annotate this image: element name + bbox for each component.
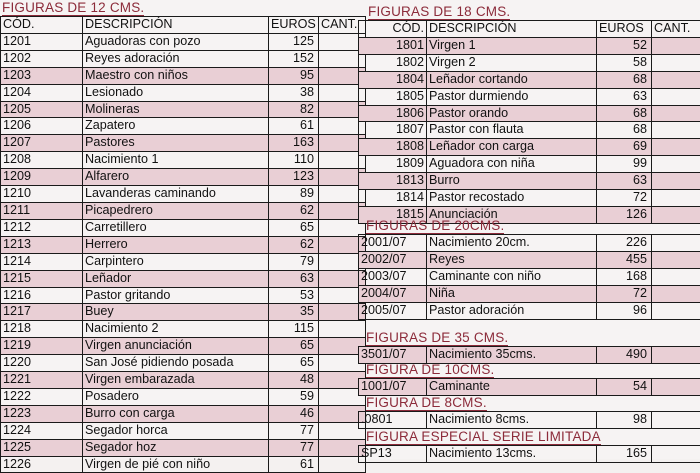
table-row <box>1 270 366 287</box>
product-code-cell: 1801 <box>359 37 427 54</box>
price-cell: 53 <box>269 287 319 304</box>
figures-12cm-table <box>0 16 366 473</box>
description-cell: Maestro con niños <box>83 67 269 84</box>
table-row <box>359 139 700 156</box>
table-row <box>1 101 366 118</box>
product-code-cell: 1220 <box>1 355 83 372</box>
table-header-row <box>359 21 700 38</box>
table-body <box>359 37 700 223</box>
price-cell: 168 <box>597 268 652 285</box>
price-cell: 58 <box>597 54 652 71</box>
price-cell: 79 <box>269 253 319 270</box>
table-row <box>359 54 700 71</box>
product-code-cell: 1222 <box>1 388 83 405</box>
table-row <box>359 268 700 285</box>
quantity-cell <box>652 139 700 156</box>
price-cell: 152 <box>269 50 319 67</box>
table-row <box>359 347 700 364</box>
product-code-cell: 1809 <box>359 156 427 173</box>
table-row <box>1 405 366 422</box>
table-row <box>359 235 700 252</box>
price-cell: 65 <box>269 355 319 372</box>
price-cell: 46 <box>269 405 319 422</box>
description-cell: Nacimiento 2 <box>83 321 269 338</box>
quantity-cell <box>652 190 700 207</box>
product-code-cell: 1209 <box>1 169 83 186</box>
price-cell: 226 <box>597 235 652 252</box>
product-code-cell: .0801 <box>359 412 427 429</box>
product-code-cell: 1205 <box>1 101 83 118</box>
quantity-cell <box>652 347 700 364</box>
header-quantity: CANT. <box>319 17 366 34</box>
table-body <box>359 446 700 463</box>
table-row <box>1 321 366 338</box>
description-cell: Pastor adoración <box>427 302 597 319</box>
description-cell: Pastores <box>83 135 269 152</box>
quantity-cell <box>652 302 700 319</box>
quantity-cell <box>652 173 700 190</box>
table-row <box>1 67 366 84</box>
section-title: FIGURA DE 8CMS. <box>358 395 700 411</box>
price-cell: 95 <box>269 67 319 84</box>
description-cell: Reyes <box>427 251 597 268</box>
figures-10cm-section <box>358 362 700 396</box>
product-code-cell: 1802 <box>359 54 427 71</box>
price-cell: 48 <box>269 372 319 389</box>
price-cell: 65 <box>269 219 319 236</box>
description-cell: Picapedrero <box>83 202 269 219</box>
product-code-cell: 1204 <box>1 84 83 101</box>
price-cell: 35 <box>269 304 319 321</box>
description-cell: Pastor con flauta <box>427 122 597 139</box>
description-cell: Nacimiento 20cm. <box>427 235 597 252</box>
description-cell: Virgen 2 <box>427 54 597 71</box>
price-cell: 98 <box>597 412 652 429</box>
price-cell: 110 <box>269 152 319 169</box>
price-cell: 63 <box>269 270 319 287</box>
price-cell: 72 <box>597 190 652 207</box>
description-cell: Posadero <box>83 388 269 405</box>
product-code-cell: 1215 <box>1 270 83 287</box>
table-row <box>359 105 700 122</box>
description-cell: Virgen anunciación <box>83 338 269 355</box>
price-cell: 59 <box>269 388 319 405</box>
product-code-cell: 1210 <box>1 186 83 203</box>
product-code-cell: 3501/07 <box>359 347 427 364</box>
price-cell: 63 <box>597 173 652 190</box>
header-euros: EUROS <box>597 21 652 38</box>
description-cell: Carretillero <box>83 219 269 236</box>
table-row <box>1 118 366 135</box>
description-cell: Nacimiento 13cms. <box>427 446 597 463</box>
table-row <box>359 122 700 139</box>
header-code: CÓD. <box>359 21 427 38</box>
quantity-cell <box>652 88 700 105</box>
quantity-cell <box>652 105 700 122</box>
price-cell: 89 <box>269 186 319 203</box>
header-euros: EUROS <box>269 17 319 34</box>
table-row <box>1 253 366 270</box>
section-title: FIGURAS DE 12 CMS. <box>0 0 365 16</box>
header-code: CÓD. <box>1 17 83 34</box>
section-title: FIGURAS DE 20CMS. <box>358 218 700 234</box>
description-cell: Pastor durmiendo <box>427 88 597 105</box>
figures-10cm-table <box>358 378 700 396</box>
product-code-cell: 1806 <box>359 105 427 122</box>
table-row <box>359 173 700 190</box>
price-cell: 68 <box>597 105 652 122</box>
figures-8cm-table <box>358 411 700 429</box>
table-body <box>359 379 700 396</box>
product-code-cell: 1219 <box>1 338 83 355</box>
table-body <box>359 412 700 429</box>
description-cell: Caminante <box>427 379 597 396</box>
table-row <box>359 88 700 105</box>
description-cell: Virgen 1 <box>427 37 597 54</box>
product-code-cell: 2002/07 <box>359 251 427 268</box>
quantity-cell <box>652 412 700 429</box>
description-cell: Caminante con niño <box>427 268 597 285</box>
price-cell: 62 <box>269 236 319 253</box>
description-cell: Pastor gritando <box>83 287 269 304</box>
price-cell: 490 <box>597 347 652 364</box>
table-row <box>359 251 700 268</box>
product-code-cell: 1217 <box>1 304 83 321</box>
description-cell: San José pidiendo posada <box>83 355 269 372</box>
price-cell: 69 <box>597 139 652 156</box>
description-cell: Aguadoras con pozo <box>83 33 269 50</box>
product-code-cell: 1214 <box>1 253 83 270</box>
quantity-cell <box>652 54 700 71</box>
product-code-cell: 1212 <box>1 219 83 236</box>
product-code-cell: 2005/07 <box>359 302 427 319</box>
product-code-cell: 2001/07 <box>359 235 427 252</box>
product-code-cell: 1201 <box>1 33 83 50</box>
quantity-cell <box>652 122 700 139</box>
product-code-cell: 1804 <box>359 71 427 88</box>
description-cell: Pastor orando <box>427 105 597 122</box>
description-cell: Buey <box>83 304 269 321</box>
description-cell: Alfarero <box>83 169 269 186</box>
quantity-cell <box>652 235 700 252</box>
quantity-cell <box>652 37 700 54</box>
price-cell: 68 <box>597 71 652 88</box>
description-cell: Segador hoz <box>83 439 269 456</box>
product-code-cell: 1216 <box>1 287 83 304</box>
description-cell: Molineras <box>83 101 269 118</box>
figures-18cm-section <box>358 4 700 224</box>
table-row <box>359 302 700 319</box>
table-row <box>359 190 700 207</box>
product-code-cell: 1218 <box>1 321 83 338</box>
price-cell: 54 <box>597 379 652 396</box>
table-row <box>359 285 700 302</box>
table-row <box>1 84 366 101</box>
table-header-row <box>1 17 366 34</box>
price-cell: 96 <box>597 302 652 319</box>
price-cell: 62 <box>269 202 319 219</box>
quantity-cell <box>652 379 700 396</box>
product-code-cell: 1225 <box>1 439 83 456</box>
description-cell: Nacimiento 1 <box>83 152 269 169</box>
price-cell: 63 <box>597 88 652 105</box>
figures-18cm-table <box>358 20 700 224</box>
description-cell: Nacimiento 8cms. <box>427 412 597 429</box>
table-row <box>1 372 366 389</box>
table-row <box>1 287 366 304</box>
figures-35cm-section <box>358 330 700 364</box>
table-row <box>1 169 366 186</box>
table-body <box>359 235 700 320</box>
price-cell: 77 <box>269 439 319 456</box>
description-cell: Lesionado <box>83 84 269 101</box>
quantity-cell <box>652 446 700 463</box>
price-cell: 165 <box>597 446 652 463</box>
description-cell: Zapatero <box>83 118 269 135</box>
description-cell: Niña <box>427 285 597 302</box>
product-code-cell: 1226 <box>1 456 83 473</box>
description-cell: Burro con carga <box>83 405 269 422</box>
description-cell: Leñador con carga <box>427 139 597 156</box>
product-code-cell: SP13 <box>359 446 427 463</box>
figures-20cm-table <box>358 234 700 320</box>
table-row <box>1 50 366 67</box>
table-row <box>359 71 700 88</box>
quantity-cell <box>652 251 700 268</box>
description-cell: Reyes adoración <box>83 50 269 67</box>
special-limited-series-section <box>358 429 700 463</box>
special-limited-series-table <box>358 445 700 463</box>
description-cell: Nacimiento 35cms. <box>427 347 597 364</box>
header-description: DESCRIPCIÓN <box>427 21 597 38</box>
table-row <box>1 135 366 152</box>
table-row <box>1 236 366 253</box>
description-cell: Carpintero <box>83 253 269 270</box>
table-row <box>1 202 366 219</box>
description-cell: Pastor recostado <box>427 190 597 207</box>
table-row <box>1 422 366 439</box>
price-cell: 125 <box>269 33 319 50</box>
description-cell: Burro <box>427 173 597 190</box>
description-cell: Lavanderas caminando <box>83 186 269 203</box>
product-code-cell: 1813 <box>359 173 427 190</box>
description-cell: Virgen de pié con niño <box>83 456 269 473</box>
figures-8cm-section <box>358 395 700 429</box>
product-code-cell: 1814 <box>359 190 427 207</box>
product-code-cell: 1203 <box>1 67 83 84</box>
price-cell: 61 <box>269 456 319 473</box>
price-cell: 123 <box>269 169 319 186</box>
product-code-cell: 1202 <box>1 50 83 67</box>
price-cell: 82 <box>269 101 319 118</box>
table-row <box>359 156 700 173</box>
quantity-cell <box>652 156 700 173</box>
section-title: FIGURAS DE 18 CMS. <box>358 4 700 20</box>
quantity-cell <box>652 285 700 302</box>
product-code-cell: 1224 <box>1 422 83 439</box>
table-row <box>1 338 366 355</box>
quantity-cell <box>652 71 700 88</box>
table-row <box>1 33 366 50</box>
table-row <box>1 219 366 236</box>
header-quantity: CANT. <box>652 21 700 38</box>
section-title: FIGURA ESPECIAL SERIE LIMITADA <box>358 429 700 445</box>
price-cell: 126 <box>597 206 652 223</box>
price-cell: 52 <box>597 37 652 54</box>
product-code-cell: 1221 <box>1 372 83 389</box>
table-row <box>1 388 366 405</box>
figures-20cm-section <box>358 218 700 320</box>
product-code-cell: 1807 <box>359 122 427 139</box>
table-row <box>359 446 700 463</box>
table-body <box>359 347 700 364</box>
description-cell: Segador horca <box>83 422 269 439</box>
table-row <box>1 355 366 372</box>
product-code-cell: 1213 <box>1 236 83 253</box>
product-code-cell: 1208 <box>1 152 83 169</box>
price-cell: 99 <box>597 156 652 173</box>
table-row <box>359 37 700 54</box>
price-cell: 65 <box>269 338 319 355</box>
description-cell: Anunciación <box>427 206 597 223</box>
product-code-cell: 1805 <box>359 88 427 105</box>
description-cell: Aguadora con niña <box>427 156 597 173</box>
table-row <box>1 304 366 321</box>
product-code-cell: 1815 <box>359 206 427 223</box>
price-cell: 77 <box>269 422 319 439</box>
price-cell: 61 <box>269 118 319 135</box>
table-body <box>1 33 366 473</box>
section-title: FIGURAS DE 35 CMS. <box>358 330 700 346</box>
product-code-cell: 1223 <box>1 405 83 422</box>
price-cell: 115 <box>269 321 319 338</box>
table-row <box>1 439 366 456</box>
table-row <box>359 379 700 396</box>
product-code-cell: 2003/07 <box>359 268 427 285</box>
section-title: FIGURA DE 10CMS. <box>358 362 700 378</box>
product-code-cell: 1211 <box>1 202 83 219</box>
product-code-cell: 2004/07 <box>359 285 427 302</box>
table-row <box>1 186 366 203</box>
description-cell: Virgen embarazada <box>83 372 269 389</box>
table-row <box>359 412 700 429</box>
price-cell: 455 <box>597 251 652 268</box>
price-cell: 68 <box>597 122 652 139</box>
price-cell: 38 <box>269 84 319 101</box>
product-code-cell: 1808 <box>359 139 427 156</box>
header-description: DESCRIPCIÓN <box>83 17 269 34</box>
description-cell: Leñador <box>83 270 269 287</box>
quantity-cell <box>652 268 700 285</box>
description-cell: Leñador cortando <box>427 71 597 88</box>
product-code-cell: 1207 <box>1 135 83 152</box>
table-row <box>1 152 366 169</box>
product-code-cell: 1001/07 <box>359 379 427 396</box>
product-code-cell: 1206 <box>1 118 83 135</box>
description-cell: Herrero <box>83 236 269 253</box>
price-cell: 72 <box>597 285 652 302</box>
price-cell: 163 <box>269 135 319 152</box>
